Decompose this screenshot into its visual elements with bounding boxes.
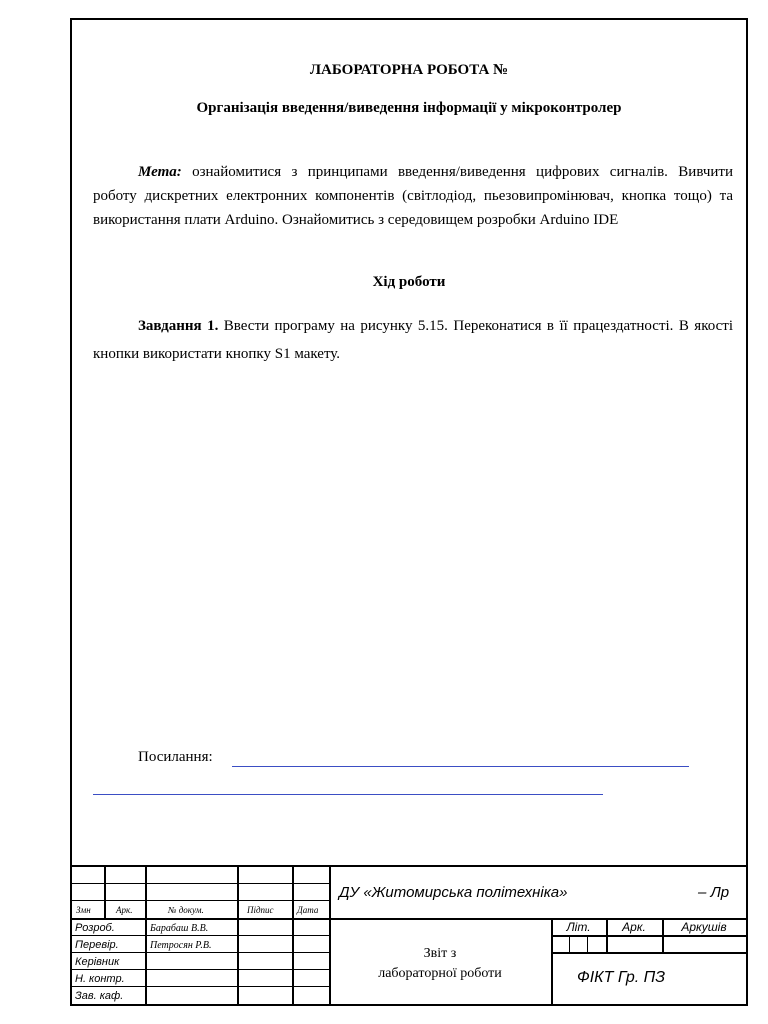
task1-label: Завдання 1. [138,318,219,334]
role-developer: Розроб. [75,922,115,934]
link-underline-1[interactable] [232,766,689,767]
name-developer: Барабаш В.В. [150,923,209,934]
link-label: Посилання: [138,749,213,765]
page-frame [70,18,748,1006]
col-zmn: Змн [76,905,91,915]
doc-title-line2: лабораторної роботи [378,966,502,981]
name-checker: Петросян Р.В. [150,940,212,951]
sheets-total-label: Аркушів [681,920,727,934]
col-date: Дата [297,905,319,915]
doc-suffix: – Лр [698,884,730,901]
lit-label: Літ. [566,920,591,934]
task1-text: Ввести програму на рисунку 5.15. Переконатися в її працездатності. В якості кнопки використати кнопку S1 макету. [93,318,733,362]
goal-label: Мета: [138,164,182,180]
role-head-dept: Зав. каф. [75,990,124,1002]
goal-paragraph [93,160,733,232]
col-ark: Арк. [116,905,133,915]
col-doc-number: № докум. [168,905,204,915]
doc-title-line1: Звіт з [423,946,457,961]
task1-paragraph [93,312,733,368]
link-underline-2[interactable] [93,794,603,795]
role-checker: Перевір. [75,939,119,951]
goal-text: ознайомитися з принципами введення/виведення цифрових сигналів. Вивчити роботу дискретних електронних компонентів (світлодіод, пьезовипромінювач, кнопка тощо) та використання плати Arduino. Ознайомитись з середовищем розробки Arduino IDE [93,164,733,228]
group-label: ФІКТ Гр. ПЗ [577,969,666,986]
role-norm-control: Н. контр. [75,973,125,985]
progress-heading: Хід роботи [372,274,446,290]
organization: ДУ «Житомирська політехніка» [339,884,568,901]
sheet-label: Арк. [622,920,646,934]
lab-subtitle: Організація введення/виведення інформації у мікроконтролер [196,100,622,116]
col-signature: Підпис [247,905,274,915]
role-supervisor: Керівник [75,956,120,968]
lab-title: ЛАБОРАТОРНА РОБОТА № [309,62,509,78]
